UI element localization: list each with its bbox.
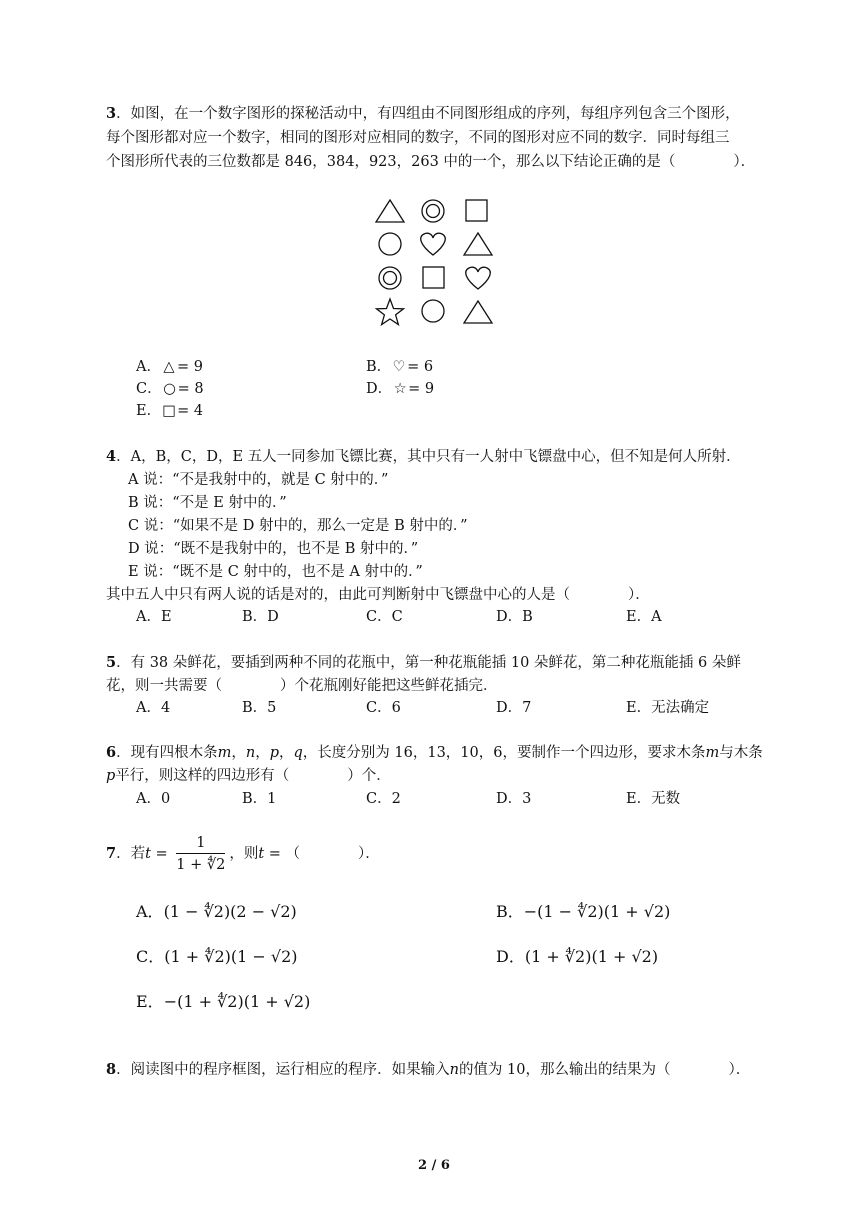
q7-fraction: $\frac{1}{1 + ∜2}$ (176, 834, 226, 873)
q5-option-d: D．7 (496, 700, 532, 716)
circle-icon: ○ (163, 381, 176, 397)
q3-line-1: 3．如图，在一个数字图形的探秘活动中，有四组由不同图形组成的序列，每组序列包含三个图形， (106, 105, 740, 122)
heart-icon: ♡ (392, 359, 406, 375)
q8-number: 8 (106, 1061, 117, 1078)
triangle-icon (464, 233, 492, 255)
q3-option-d: D． ☆ = 9 (366, 378, 434, 400)
q4-option-e: E．A (626, 609, 662, 625)
q3-number: 3 (106, 105, 117, 122)
q3-option-e: E．□= 4 (136, 400, 203, 422)
q5-option-b: B．5 (242, 700, 277, 716)
heart-icon (421, 233, 445, 255)
q4-statement-c: C 说：“如果不是 D 射中的，那么一定是 B 射中的．” (128, 518, 468, 534)
q4-statement-d: D 说：“既不是我射中的，也不是 B 射中的．” (128, 541, 419, 557)
q4-option-a: A．E (136, 609, 172, 625)
q6-number: 6 (106, 744, 117, 761)
q4-line-1: 4．A，B，C，D，E 五人一同参加飞镖比赛，其中只有一人射中飞镖盘中心，但不知是何人所射． (106, 448, 741, 465)
q5-line-2: 花，则一共需要（ ）个花瓶刚好能把这些鲜花插完． (106, 678, 498, 694)
page-number: 2 / 6 (418, 1158, 450, 1173)
shape-sequence-figure (368, 195, 508, 330)
q6-option-b: B．1 (242, 791, 277, 807)
q6-line-2: p平行，则这样的四边形有（ ）个． (106, 768, 391, 784)
q4-number: 4 (106, 448, 117, 465)
heart-icon (466, 267, 490, 289)
q3-line-3: 个图形所代表的三位数都是 846，384，923，263 中的一个，那么以下结论正确的是（ ）． (106, 154, 756, 170)
q7-option-b: B．−(1 − ∜2)(1 + √2) (496, 902, 671, 921)
q5-option-a: A．4 (136, 700, 171, 716)
q4-statement-e: E 说：“既不是 C 射中的，也不是 A 射中的．” (128, 564, 423, 580)
q6-option-e: E．无数 (626, 791, 681, 807)
triangle-icon: △ (163, 359, 175, 375)
q4-option-d: D．B (496, 609, 533, 625)
q7-option-a: A．(1 − ∜2)(2 − √2) (136, 902, 297, 921)
q4-option-b: B．D (242, 609, 279, 625)
q4-option-c: C．C (366, 609, 403, 625)
q4-statement-b: B 说：“不是 E 射中的．” (128, 495, 287, 511)
q3-option-c: C． ○ = 8 (136, 378, 204, 400)
q5-option-e: E．无法确定 (626, 700, 710, 716)
square-icon (423, 267, 444, 288)
q6-line-1: 6．现有四根木条m，n，p，q，长度分别为 16，13，10，6，要制作一个四边形，要求木条m与木条 (106, 744, 763, 761)
q5-line-1: 5．有 38 朵鲜花，要插到两种不同的花瓶中，第一种花瓶能插 10 朵鲜花，第二种花瓶能插 6 朵鲜 (106, 654, 741, 671)
star-icon: ☆ (393, 381, 407, 397)
q3-line-2: 每个图形都对应一个数字，相同的图形对应相同的数字，不同的图形对应不同的数字．同时每组三 (106, 130, 730, 146)
double-circle-icon (422, 200, 444, 222)
q8-line-1: 8．阅读图中的程序框图，运行相应的程序．如果输入n的值为 10，那么输出的结果为（ ）． (106, 1061, 751, 1078)
double-circle-icon (379, 267, 401, 289)
q6-option-d: D．3 (496, 791, 532, 807)
q4-statement-a: A 说：“不是我射中的，就是 C 射中的．” (128, 472, 389, 488)
q5-number: 5 (106, 654, 117, 671)
square-icon (466, 200, 487, 221)
triangle-icon (376, 200, 404, 222)
q7-option-d: D．(1 + ∜2)(1 + √2) (496, 947, 659, 966)
q7-stem: 7．若t = $\frac{1}{1 + ∜2}$ ，则t = （ ）． (106, 832, 380, 876)
q6-option-c: C．2 (366, 791, 401, 807)
star-icon (377, 299, 404, 325)
q7-number: 7 (106, 845, 117, 862)
triangle-icon (464, 301, 492, 323)
circle-icon (379, 233, 401, 255)
q6-option-a: A．0 (136, 791, 171, 807)
q3-option-a: A． △ = 9 (136, 356, 203, 378)
circle-icon (422, 300, 444, 322)
q4-conclusion: 其中五人中只有两人说的话是对的，由此可判断射中飞镖盘中心的人是（ ）． (106, 587, 650, 603)
q3-option-b: B． ♡ = 6 (366, 356, 433, 378)
q7-option-c: C．(1 + ∜2)(1 − √2) (136, 947, 298, 966)
q5-option-c: C．6 (366, 700, 401, 716)
q7-option-e: E．−(1 + ∜2)(1 + √2) (136, 992, 311, 1011)
square-icon: □ (162, 403, 176, 419)
